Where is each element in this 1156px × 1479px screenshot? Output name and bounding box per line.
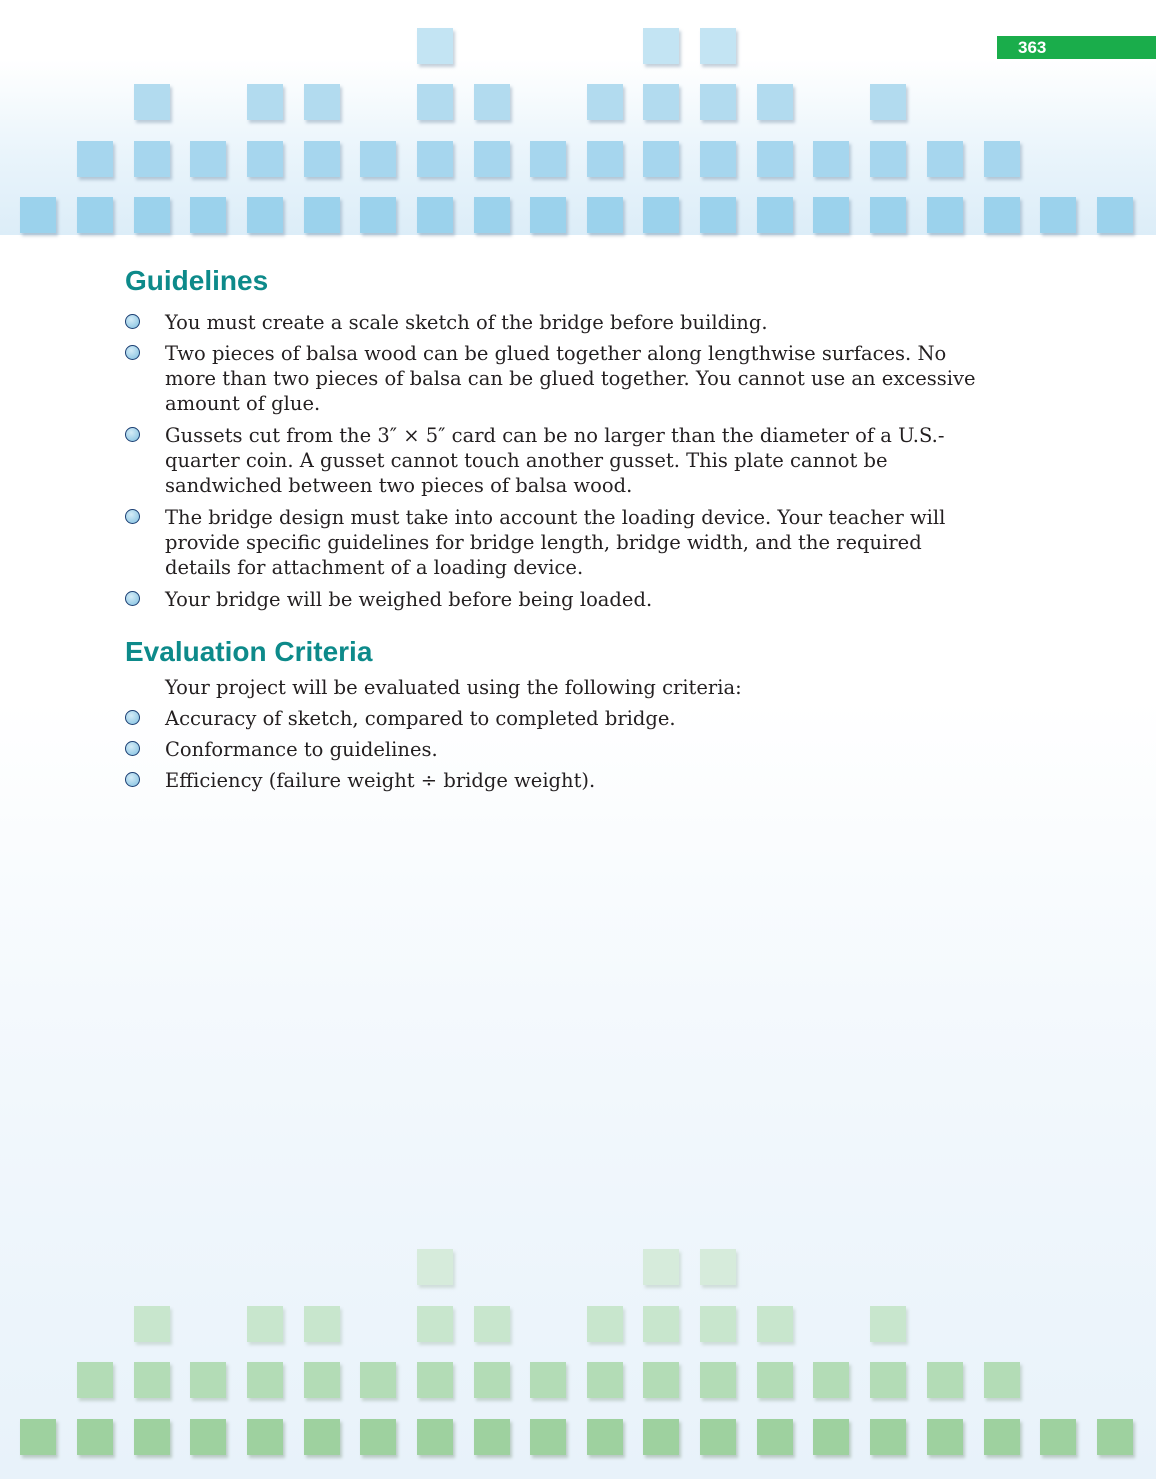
decorative-square	[20, 1419, 56, 1455]
evaluation-item: Efficiency (failure weight ÷ bridge weight).	[165, 769, 596, 792]
decorative-square	[474, 84, 510, 120]
decorative-square	[417, 1306, 453, 1342]
bullet-icon	[125, 772, 140, 787]
decorative-square	[530, 197, 566, 233]
page-number-bar	[997, 36, 1156, 59]
decorative-square	[587, 84, 623, 120]
decorative-square	[417, 1362, 453, 1398]
decorative-square	[984, 1419, 1020, 1455]
decorative-square	[247, 1362, 283, 1398]
guideline-item: The bridge design must take into account the loading device. Your teacher will provide specific guidelines for bridge length, bridge width, and the required details for attachment of a loading device.	[165, 506, 946, 579]
decorative-square	[304, 1419, 340, 1455]
decorative-square	[1097, 1419, 1133, 1455]
decorative-square	[700, 1362, 736, 1398]
decorative-square	[360, 197, 396, 233]
decorative-square	[587, 1362, 623, 1398]
decorative-square	[757, 197, 793, 233]
guideline-item: Two pieces of balsa wood can be glued together along lengthwise surfaces. No more than two pieces of balsa can be glued together. You cannot use an excessive amount of glue.	[165, 342, 976, 415]
decorative-square	[643, 1306, 679, 1342]
decorative-square	[700, 1419, 736, 1455]
decorative-square	[927, 197, 963, 233]
decorative-square	[643, 197, 679, 233]
decorative-square	[77, 1362, 113, 1398]
decorative-square	[190, 197, 226, 233]
decorative-square	[757, 1306, 793, 1342]
decorative-square	[530, 1362, 566, 1398]
decorative-square	[984, 197, 1020, 233]
decorative-square	[870, 141, 906, 177]
decorative-square	[190, 1362, 226, 1398]
decorative-square	[304, 197, 340, 233]
decorative-square	[927, 1362, 963, 1398]
evaluation-item: Conformance to guidelines.	[165, 738, 438, 761]
decorative-square	[643, 84, 679, 120]
decorative-square	[247, 141, 283, 177]
decorative-square	[700, 141, 736, 177]
evaluation-item: Accuracy of sketch, compared to completed bridge.	[165, 707, 676, 730]
decorative-square	[134, 141, 170, 177]
decorative-square	[77, 141, 113, 177]
decorative-square	[643, 1419, 679, 1455]
decorative-square	[757, 84, 793, 120]
decorative-square	[813, 141, 849, 177]
decorative-square	[813, 197, 849, 233]
decorative-square	[530, 1419, 566, 1455]
decorative-square	[813, 1362, 849, 1398]
bullet-icon	[125, 710, 140, 725]
bullet-icon	[125, 741, 140, 756]
decorative-square	[417, 197, 453, 233]
decorative-square	[927, 1419, 963, 1455]
decorative-square	[1040, 1419, 1076, 1455]
decorative-square	[587, 197, 623, 233]
decorative-square	[587, 141, 623, 177]
decorative-square	[700, 197, 736, 233]
decorative-square	[474, 197, 510, 233]
decorative-square	[643, 141, 679, 177]
evaluation-intro: Your project will be evaluated using the following criteria:	[165, 676, 742, 699]
decorative-square	[360, 141, 396, 177]
decorative-square	[643, 1249, 679, 1285]
decorative-square	[474, 1362, 510, 1398]
decorative-square	[870, 1306, 906, 1342]
decorative-square	[77, 1419, 113, 1455]
page-number: 363	[1018, 38, 1047, 57]
decorative-square	[700, 84, 736, 120]
bullet-icon	[125, 591, 140, 606]
decorative-square	[643, 28, 679, 64]
decorative-square	[304, 1362, 340, 1398]
decorative-square	[700, 1306, 736, 1342]
bullet-icon	[125, 427, 140, 442]
decorative-square	[870, 84, 906, 120]
decorative-square	[304, 141, 340, 177]
guideline-item: Gussets cut from the 3″ × 5″ card can be no larger than the diameter of a U.S.-quarter coin. A gusset cannot touch another gusset. This plate cannot be sandwiched between two pieces of balsa wood.	[165, 424, 945, 497]
decorative-square	[134, 1306, 170, 1342]
decorative-square	[870, 197, 906, 233]
decorative-square	[247, 197, 283, 233]
decorative-square	[1097, 197, 1133, 233]
decorative-square	[20, 197, 56, 233]
decorative-square	[757, 1419, 793, 1455]
decorative-square	[474, 1306, 510, 1342]
decorative-square	[360, 1419, 396, 1455]
decorative-square	[474, 1419, 510, 1455]
decorative-square	[927, 141, 963, 177]
guideline-item: Your bridge will be weighed before being loaded.	[165, 588, 653, 611]
decorative-square	[417, 1249, 453, 1285]
decorative-square	[77, 197, 113, 233]
decorative-square	[190, 141, 226, 177]
decorative-square	[304, 84, 340, 120]
decorative-square	[417, 28, 453, 64]
decorative-square	[700, 28, 736, 64]
decorative-square	[587, 1306, 623, 1342]
decorative-square	[134, 84, 170, 120]
decorative-square	[247, 1419, 283, 1455]
top-decorative-band	[0, 60, 1156, 235]
decorative-square	[134, 197, 170, 233]
decorative-square	[247, 1306, 283, 1342]
bullet-icon	[125, 345, 140, 360]
decorative-square	[984, 141, 1020, 177]
decorative-square	[984, 1362, 1020, 1398]
decorative-square	[1040, 197, 1076, 233]
decorative-square	[813, 1419, 849, 1455]
evaluation-heading: Evaluation Criteria	[125, 636, 373, 667]
bullet-icon	[125, 314, 140, 329]
decorative-square	[643, 1362, 679, 1398]
decorative-square	[757, 141, 793, 177]
decorative-square	[530, 141, 566, 177]
decorative-square	[474, 141, 510, 177]
bullet-icon	[125, 509, 140, 524]
decorative-square	[134, 1419, 170, 1455]
decorative-square	[417, 1419, 453, 1455]
decorative-square	[870, 1362, 906, 1398]
guideline-item: You must create a scale sketch of the bridge before building.	[165, 311, 768, 334]
decorative-square	[360, 1362, 396, 1398]
decorative-square	[417, 84, 453, 120]
guidelines-heading: Guidelines	[125, 265, 269, 296]
decorative-square	[870, 1419, 906, 1455]
decorative-square	[134, 1362, 170, 1398]
decorative-square	[190, 1419, 226, 1455]
decorative-square	[587, 1419, 623, 1455]
decorative-square	[700, 1249, 736, 1285]
decorative-square	[247, 84, 283, 120]
decorative-square	[417, 141, 453, 177]
decorative-square	[757, 1362, 793, 1398]
decorative-square	[304, 1306, 340, 1342]
